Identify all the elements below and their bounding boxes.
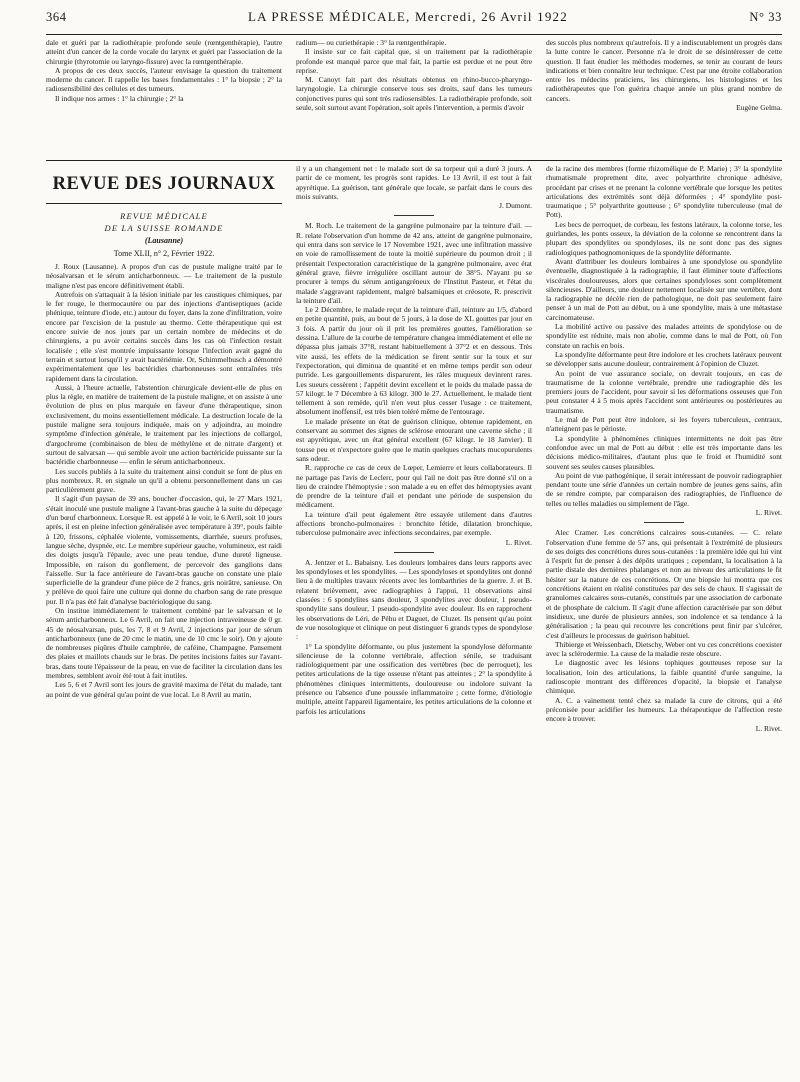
separator	[394, 215, 434, 216]
paragraph: Autrefois on s'attaquait à la lésion initiale par les caustiques chimiques, par le fer rouge, le thermocautère ou par des injections d'antiseptiques (acide phénique, teinture d'iode, etc.) autour du foyer, dans la zone d'infiltration, voire encore par l'excision de la pustule au thermo. Cette thérapeutique qui est encore suivie de nos jours par un certain nombre de médecins et de chirurgiens, a pu avoir certains succès dans les cas où l'infection restait localisée ; elle s'est montrée impuissante lorsque l'infection avait gagné du terrain et surtout lorsqu'il y avait bactériémie. Or, Schimmelbusch a démontré expérimentalement que les bactéridies charbonneuses sont entraînées très rapidement dans la circulation.	[46, 289, 282, 383]
journal-name-line-1: REVUE MÉDICALE	[120, 211, 208, 221]
paragraph: M. Canoyt fait part des résultats obtenus en rhino-bucco-pharyngo-laryngologie. La chirurgie conserve tous ses droits, sauf dans les tumeurs conjonctives pures qui sont très radiosensibles. La radiothérapie profonde, soit seule, soit surtout avant l'opération, soit après l'intervention, a permis d'avoir	[296, 75, 532, 113]
paragraph: Il insiste sur ce fait capital que, si un traitement par la radiothérapie profonde est manqué parce que mal fait, la partie est perdue et ne peut être reprise.	[296, 47, 532, 75]
paragraph: La teinture d'ail peut également être essayée utilement dans d'autres affections broncho-pulmonaires : bronchite fétide, dilatation bronchique, tuberculose pulmonaire avec infections secondaires, par exemple.	[296, 509, 532, 538]
paragraph: Au point de vue assurance sociale, on devrait toujours, en cas de traumatisme de la colonne vertébrale, prendre une radiographie dès les premiers jours de l'accident, pour savoir si les déformations osseuses que l'on peut constater 4 à 5 mois après l'accident sont antérieures ou postérieures au traumatisme.	[546, 368, 782, 415]
paragraph: A propos de ces deux succès, l'auteur envisage la question du traitement moderne du cancer. Il rappelle les bases fondamentales : 1° la biopsie ; 2° la radiosensibilité des cellules et des tumeurs.	[46, 65, 282, 94]
author-signature: L. Rivet.	[505, 537, 532, 547]
paragraph: La spondylite déformante peut être indolore et les crochets latéraux peuvent se développer sans aucune douleur, contrairement à l'opinion de Cluzet.	[546, 349, 782, 369]
paragraph: Les 5, 6 et 7 Avril sont les jours de gravité maxima de l'état du malade, tant au point de vue général qu'au point de vue local. Le 8 Avril au matin,	[46, 680, 282, 699]
page-number: 364	[46, 9, 67, 24]
paragraph: On institue immédiatement le traitement combiné par le salvarsan et le sérum anticharbonneux. Le 6 Avril, on fait une injection intraveineuse de 0 gr. 45 de néosalvarsan, puis, les 7, 8 et 9 Avril, 2 injections par jour de sérum anticharbonneux (une de 20 cmc le matin, une de 10 cmc le soir). On y ajoute de nombreuses piqûres d'huile camphrée, de caféine, Champagne. Pansement des plaies et maillots chauds sur le bras. De petites incisions faites sur l'avant-bras, dans toute l'épaisseur de la peau, en vue de faciliter la circulation dans les membres, semblent avoir été tout à fait inutiles.	[46, 605, 282, 681]
journal-city: (Lausanne)	[144, 236, 184, 245]
separator	[394, 552, 434, 553]
paragraph: Le 2 Décembre, le malade reçut de la teinture d'ail, teinture au 1/5, d'abord en petite quantité, puis, au bout de 5 jours, à la dose de XL gouttes par jour en 3 fois. A partir du jour où il prit les premières gouttes, l'amélioration se dessina. L'allure de la courbe de température changea immédiatement et elle ne dépassa plus jamais 37°8, restant habituellement à 37°2 et en dessous. Très vite aussi, les effets de la médication se firent sentir sur la toux et sur l'expectoration, qui diminua de quantité et en même temps perdit son odeur putride. Les gargouillements disparurent, les râles muqueux devinrent rares. Les sueurs cessèrent ; l'appétit devint excellent et le poids du malade passa de 57 kilogr. le 7 Décembre à 63 kilogr. 300 le 27. Actuellement, le malade tient tellement à son remède, qu'il n'en veut plus cesser l'usage : ce traitement, absolument inoffensif, est très bien toléré même de l'entourage.	[296, 305, 532, 417]
issue-number: N° 33	[749, 9, 782, 24]
abstract-title-paragraph: J. Roux (Lausanne). A propos d'un cas de pustule maligne traité par le néosalvarsan et le sérum anticharbonneux. — Le traitement de la pustule maligne n'est pas encore définitivement établi.	[46, 262, 282, 290]
abstract-title-paragraph: Alec Cramer. Les concrétions calcaires sous-cutanées. — C. relate l'observation d'une femme de 57 ans, qui présentait à l'extrémité de plusieurs de ses doigts des concrétions dures sous-cutanées : la première idée qui lui vint à l'esprit fut de penser à des dépôts uratiques ; cependant, la localisation à la partie distale des dernières phalanges et non au niveau des articulations le fit hésiter sur la nature de ces concrétions. Or une biopsie lui montra que ces concrétions étaient en réalité constituées par des sels de chaux. Il s'agissait de granulomes calcaires sous-cutanés, constitués par une association de carbonate et de phosphate de calcium. Il s'agit d'une affection caractérisée par son début insidieux, une durée de plusieurs années, son indolence et sa tendance à la généralisation ; la peau qui recouvre les concrétions peut finir par s'ulcérer, c'est d'ailleurs le processus de guérison habituel.	[546, 528, 782, 640]
author-signature: Eugène Gelma.	[736, 103, 782, 113]
paragraph: A. C. a vainement tenté chez sa malade la cure de citrons, qui a été préconisée pour acidifier les humeurs. La thérapeutique de l'affection reste encore à trouver.	[546, 695, 782, 724]
author-signature: L. Rivet.	[755, 723, 782, 733]
paragraph: Thibierge et Weissenbach, Dietschy, Weber ont vu ces concrétions coexister avec la sclérodermie. La cause de la maladie reste obscure.	[546, 639, 782, 659]
paragraph: Au point de vue pathogénique, il serait intéressant de pouvoir radiographier pendant toute une série d'années un certain nombre de jeunes gens sains, afin de se rendre compte, par comparaison des radiographies, de l'influence de telles ou telles maladies ou simplement de l'âge.	[546, 470, 782, 508]
paragraph: Les becs de perroquet, de corbeau, les festons latéraux, la colonne torse, les guirlandes, les ponts osseux, la déviation de la colonne se rencontrent dans la plupart des spondylites ou spondyloses, ils ne sont donc pas des signes radiologiques pathognomoniques de la spondylite déformante.	[546, 219, 782, 257]
paragraph: 1° La spondylite déformante, ou plus justement la spondylose déformante silencieuse de la colonne vertébrale, affection sénile, se traduisant radiologiquement par une ossification des vertèbres (bec de perroquet), les petites articulations de la tige osseuse n'étant pas atteintes ; 2° la spondylite à phénomènes cliniques intermittents, douloureuse ou indolore suivant la présence ou l'absence d'une poussée inflammatoire ; cette forme, d'étiologie multiple, atteint l'appareil ligamentaire, les petites articulations de la colonne et parfois les articulations	[296, 641, 532, 716]
top-column-3	[546, 38, 782, 160]
author-signature: J. Dumont.	[499, 201, 532, 211]
paragraph: des succès plus nombreux qu'autrefois. Il y a indiscutablement un progrès dans la lutte contre le cancer. Personne n'a le droit de se désintéresser de cette question. Il faut étudier les méthodes modernes, se tenir au courant de leurs indications et bien connaître leur technique. C'est par une étroite collaboration entre les médecins praticiens, les chirurgiens, les histologistes et les radiothérapeutes que l'on guérira chaque année un plus grand nombre de cancers.	[546, 38, 782, 103]
main-column-2	[296, 164, 532, 1064]
top-column-1	[46, 38, 282, 160]
paragraph: Avant d'attribuer les douleurs lombaires à une spondylose ou spondylite éventuelle, diagnostiquée à la radiographie, il faut éliminer toute d'affections viscérales douloureuses, alors que certaines spondyloses sont complètement silencieuses. D'ailleurs, une douleur nettement localisée sur une vertèbre, dont la radiographie ne décèle rien de pathologique, ne doit pas seulement faire penser à un mal de Pott au début, ou à une spondylite, mais à une métastase carcinomateuse.	[546, 256, 782, 322]
paragraph: Les succès publiés à la suite du traitement ainsi conduit se font de plus en plus nombreux. R. en signale un qu'il a obtenu personnellement dans un cas particulièrement grave.	[46, 466, 282, 495]
paragraph: radium— ou curiethérapie : 3° la rœntgenthérapie.	[296, 38, 447, 47]
paragraph: Il s'agit d'un paysan de 39 ans, boucher d'occasion, qui, le 27 Mars 1921, s'était inoculé une pustule maligne à l'avant-bras gauche à la suite du dépeçage d'un bœuf charbonneux. Lorsque R. est appelé à le voir, le 6 Avril, soit 10 jours après, il est en pleine infection généralisée avec température à 39°, pouls faible à 120, frissons, céphalée violente, vomissements, diarrhée, sueurs profuses, langue sèche, dyspnée, etc. Le membre supérieur gauche, volumineux, est raidi des doigts jusqu'à l'épaule, avec une peau tendue, d'une dureté ligneuse. Impossible, en raison du gonflement, de percevoir des ganglions dans l'aisselle. Sur la face antérieure de l'avant-bras gauche on constate une plaie superficielle de la grandeur d'une pièce de 2 francs, gris noirâtre, sanieuse. On y prélève de quoi faire une culture qui donne du charbon sang de rate presque pur. Il n'a pas été fait d'analyse bactériologique du sang.	[46, 494, 282, 606]
paragraph: il y a un changement net : le malade sort de sa torpeur qui a duré 3 jours. A partir de ce moment, les progrès sont rapides. Le 13 Avril, il est tout à fait apyrétique. La guérison, tant générale que locale, se parfait dans le cours des mois suivants.	[296, 164, 532, 201]
running-header	[46, 0, 782, 34]
main-column-1	[46, 164, 282, 1064]
section-heading: REVUE DES JOURNAUX	[46, 174, 282, 204]
journal-issue: Tome XLII, n° 2, Février 1922.	[113, 249, 215, 258]
top-column-2	[296, 38, 532, 160]
abstract-title-paragraph: M. Roch. Le traitement de la gangrène pulmonaire par la teinture d'ail. — R. relate l'observation d'un homme de 42 ans, atteint de gangrène pulmonaire, qui entra dans son service le 17 Novembre 1921, avec une infiltration massive en voie de ramollissement de toute la moitié supérieure du poumon droit ; il présentait l'expectoration caractéristique de la gangrène pulmonaire, avec état général grave, fièvre irrégulière oscillant autour de 38°5. N'ayant pu se procurer à temps du sérum antigangréneux de l'Institut Pasteur, et l'état du malade s'aggravant rapidement, malgré balsamiques et créosote, R. prescrivit la teinture d'ail.	[296, 221, 532, 305]
revue-des-journaux-section	[46, 161, 782, 1064]
author-signature: L. Rivet.	[755, 507, 782, 517]
paragraph: Il indique nos armes : 1° la chirurgie ; 2° la	[55, 93, 184, 103]
paragraph: R. rapproche ce cas de ceux de Lœper, Lemierre et leurs collaborateurs. Il ne partage pas l'avis de Leclerc, pour qui l'ail ne doit pas être donné s'il on a lieu de craindre l'hémoptysie : son malade a eu en effet des hémoptysies avant de prendre de la teinture d'ail et pendant une période de suspension du médicament.	[296, 463, 532, 510]
paragraph: La spondylite à phénomènes cliniques intermittents ne doit pas être confondue avec un mal de Pott au début : elle est très importante dans les décisions médico-militaires, d'autant plus que le froid et l'humidité sont souvent ses seules causes plausibles.	[546, 433, 782, 471]
paragraph: La mobilité active ou passive des malades atteints de spondylose ou de spondylite est réduite, mais non abolie, comme dans le mal de Pott, où l'on constate un rachis en bois.	[546, 322, 782, 350]
paragraph: dale et guéri par la radiothérapie profonde seule (rœntgenthérapie), l'autre atteint d'un cancer de la corde vocale du larynx et guéri par l'association de la chirurgie (thyrotomie ou laryngo-fissure) avec la rœntgenthérapie.	[46, 38, 282, 66]
journal-title: LA PRESSE MÉDICALE, Mercredi, 26 Avril 1922	[247, 9, 568, 24]
abstract-title-paragraph: A. Jentzer et L. Babaisny. Les douleurs lombaires dans leurs rapports avec les spondyloses et les spondylites. — Les spondyloses et spondylites ont donné lieu à de multiples travaux récents avec les lombarthries de la guerre. J. et B. relatent brièvement, avec radiographies à l'appui, 11 observations ainsi classées : 6 spondylites sans douleur, 3 spondylites avec douleur, 1 pseudo-spondylite sans douleur, 1 pseudo-spondylite avec douleur. Ils en rapprochent les observations de Léri, de Péhu et Daguet, de Cluzet. Ils pensent qu'au point de vue nosologique et clinique on peut distinguer 6 grands types de spondylose :	[296, 557, 532, 642]
paragraph: Aussi, à l'heure actuelle, l'abstention chirurgicale devient-elle de plus en plus la règle, en matière de traitement de la pustule maligne, et on assiste à une évolution de plus en plus marquée en faveur d'une thérapeutique, sinon exclusivement, du moins essentiellement médicale. La destruction locale de la pustule maligne sera toujours indiquée, mais on y adjoindra, au moindre symptôme d'infection générale, le traitement par les injections de collargol, d'argochrome (combinaison de bleu de méthylène et de nitrate d'argent) et surtout de salvarsan — qui semble avoir une action bactéricide puissante sur la bactéridie charbonneuse — enfin le sérum anticharbonneux.	[46, 382, 282, 467]
paragraph: Le malade présente un état de guérison clinique, obtenue rapidement, en conservant au sommet des signes de sclérose entourant une caverne sèche ; il est apyrétique, avec un état général excellent (67 kilogr. le 18 Janvier). Il tousse peu et n'expectore guère que le matin quelques crachats mucopurulents sans odeur.	[296, 416, 532, 463]
paragraph: de la racine des membres (forme rhizomélique de P. Marie) ; 3° la spondylite rhumatismale proprement dite, avec polyarthrite chronique adhésive, procédant par crises et ne prenant la colonne vertébrale que lorsque les petites articulations des extrémités sont déjà déformées ; 4° spondylite post-traumatique ; 5° polyarthrite goutteuse ; 6° spondylite tuberculeuse (mal de Pott).	[546, 164, 782, 220]
journal-name-line-2: DE LA SUISSE ROMANDE	[104, 223, 224, 233]
separator	[644, 522, 684, 523]
main-column-3	[546, 164, 782, 1064]
paragraph: Le mal de Pott peut être indolore, si les foyers tuberculeux, centraux, n'atteignent pas le périoste.	[546, 415, 782, 434]
paragraph: Le diagnostic avec les lésions tophiques goutteuses repose sur la localisation, loin des articulations, la faible quantité d'urée sanguine, la radioscopie montrant des différences d'opacité, la biopsie et l'analyse chimique.	[546, 658, 782, 696]
top-continuation	[46, 35, 782, 160]
